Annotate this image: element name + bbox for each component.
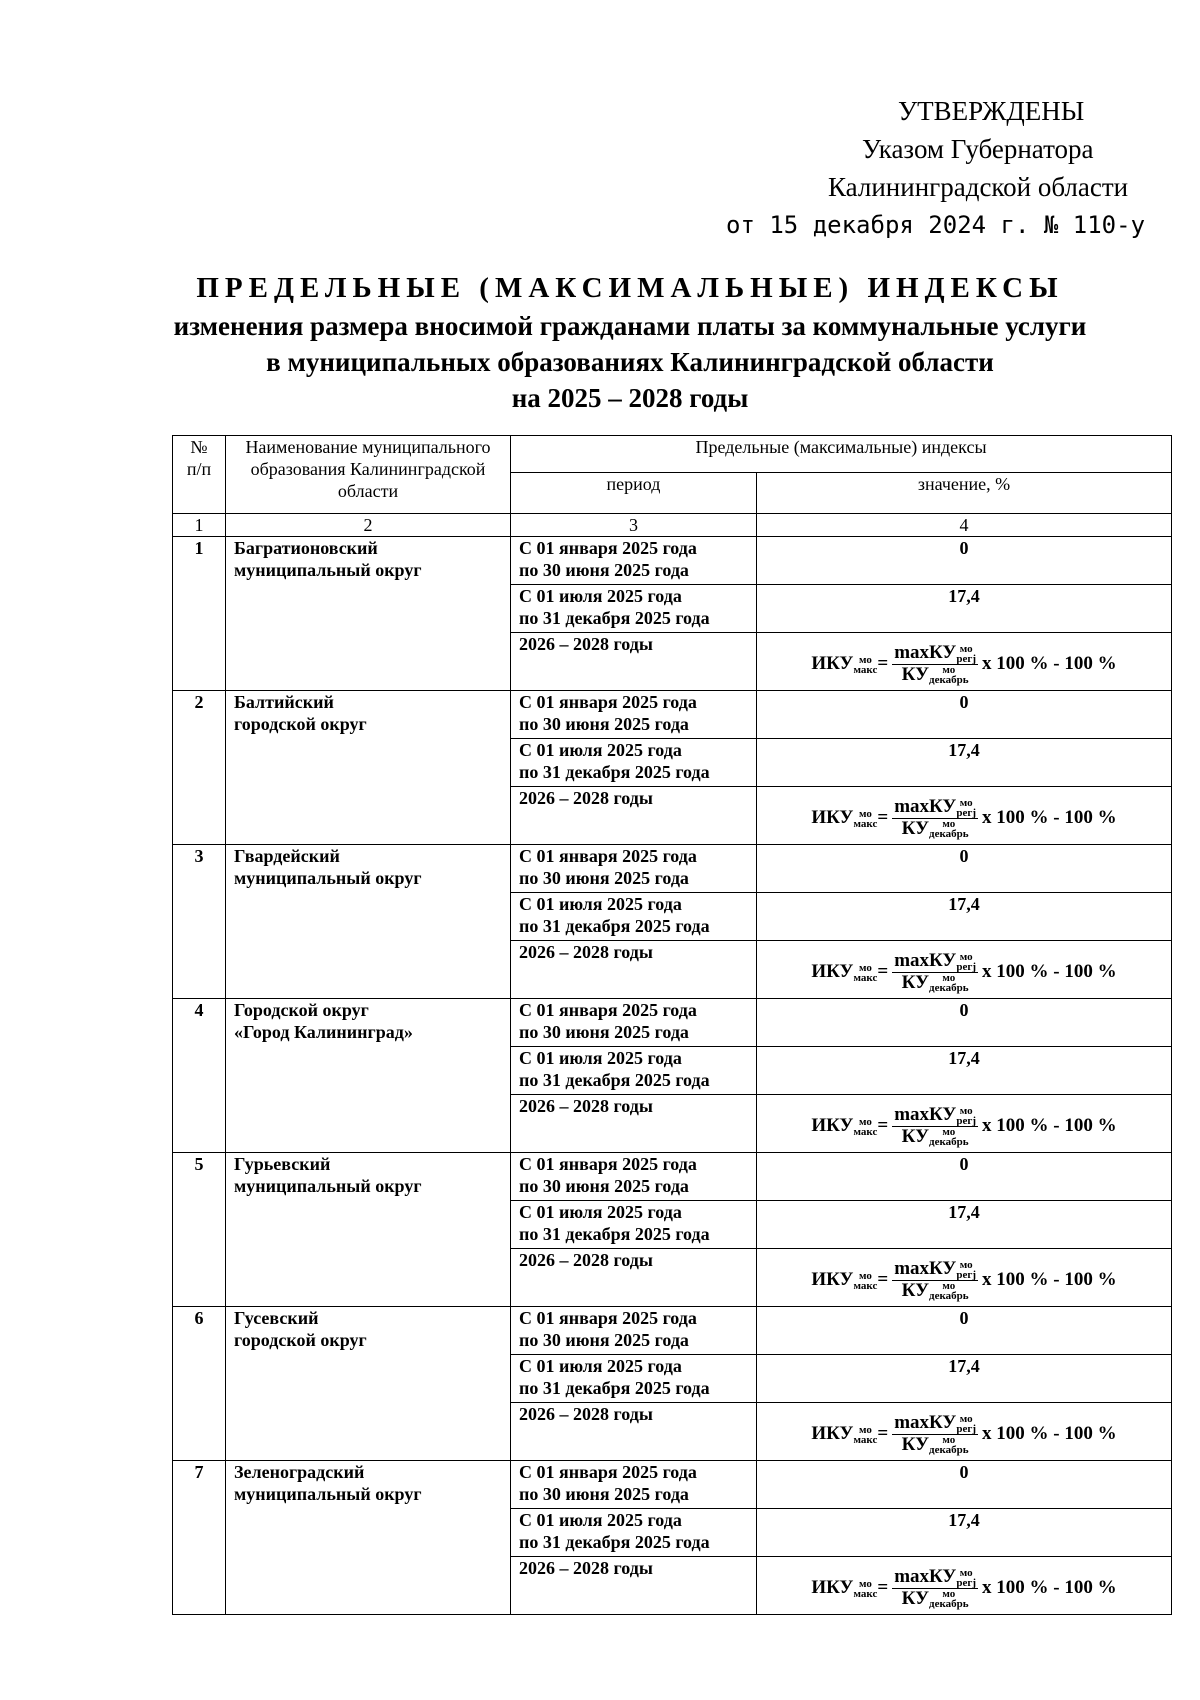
period-text: С 01 января 2025 года: [519, 1154, 697, 1174]
municipality-name-line-1: Гусевский: [234, 1308, 319, 1328]
row-number: 6: [173, 1307, 226, 1461]
table-row: [173, 1461, 1172, 1509]
period-2026-2028: 2026 – 2028 годы: [511, 1095, 757, 1153]
col-index-2: 2: [226, 514, 511, 537]
period-text: по 31 декабря 2025 года: [519, 1378, 710, 1398]
approval-block: [700, 92, 1150, 244]
formula-tail: x 100 % - 100 %: [982, 1577, 1117, 1599]
period-2026-2028: 2026 – 2028 годы: [511, 633, 757, 691]
table-row: [173, 691, 1172, 739]
period-2026-2028: 2026 – 2028 годы: [511, 1403, 757, 1461]
formula-lhs: ИКУ мо макс: [811, 653, 878, 676]
value-first-half-2025: 0: [757, 691, 1172, 739]
period-text: по 31 декабря 2025 года: [519, 1532, 710, 1552]
row-number: 3: [173, 845, 226, 999]
formula-lhs: ИКУ мо макс: [811, 1269, 878, 1292]
formula-tail: x 100 % - 100 %: [982, 1423, 1117, 1445]
row-number: 1: [173, 537, 226, 691]
formula-fraction: maxКУ мо pегj КУ мо декабрь: [894, 1258, 977, 1303]
index-formula: ИКУ мо макс = maxКУ мо pегj КУ мо декабрь x 100 % - 100 %: [811, 642, 1117, 687]
title-line-1: ПРЕДЕЛЬНЫЕ (МАКСИМАЛЬНЫЕ) ИНДЕКСЫ: [196, 272, 1064, 304]
value-first-half-2025: 0: [757, 999, 1172, 1047]
municipality-name-line-2: «Город Калининград»: [234, 1022, 413, 1042]
row-number: 5: [173, 1153, 226, 1307]
value-formula-cell: [757, 1403, 1172, 1461]
title-line-3: в муниципальных образованиях Калининградской области: [266, 347, 994, 377]
formula-fraction: maxКУ мо pегj КУ мо декабрь: [894, 1412, 977, 1457]
municipality-name: [226, 1153, 511, 1307]
value-first-half-2025: 0: [757, 845, 1172, 893]
header-indices: Предельные (максимальные) индексы: [511, 436, 1172, 473]
period-2026-2028: 2026 – 2028 годы: [511, 1557, 757, 1615]
municipality-name-line-1: Балтийский: [234, 692, 334, 712]
period-first-half-2025: [511, 1307, 757, 1355]
period-text: С 01 июля 2025 года: [519, 1356, 682, 1376]
period-text: С 01 января 2025 года: [519, 1462, 697, 1482]
period-text: по 31 декабря 2025 года: [519, 1070, 710, 1090]
period-text: С 01 января 2025 года: [519, 1000, 697, 1020]
formula-lhs: ИКУ мо макс: [811, 807, 878, 830]
value-formula-cell: [757, 633, 1172, 691]
period-first-half-2025: [511, 691, 757, 739]
municipality-name-line-1: Гвардейский: [234, 846, 340, 866]
period-second-half-2025: [511, 1201, 757, 1249]
title-line-4: на 2025 – 2028 годы: [511, 383, 749, 413]
period-2026-2028: 2026 – 2028 годы: [511, 941, 757, 999]
formula-fraction: maxКУ мо pегj КУ мо декабрь: [894, 642, 977, 687]
period-text: С 01 января 2025 года: [519, 538, 697, 558]
value-second-half-2025: 17,4: [757, 893, 1172, 941]
formula-lhs: ИКУ мо макс: [811, 1115, 878, 1138]
approval-line-3: Калининградской области: [828, 172, 1129, 202]
period-text: С 01 июля 2025 года: [519, 740, 682, 760]
municipality-name: [226, 1307, 511, 1461]
header-value: значение, %: [757, 473, 1172, 514]
period-text: С 01 июля 2025 года: [519, 894, 682, 914]
value-formula-cell: [757, 787, 1172, 845]
municipality-name-line-2: муниципальный округ: [234, 868, 422, 888]
col-index-4: 4: [757, 514, 1172, 537]
title-line-2: изменения размера вносимой гражданами платы за коммунальные услуги: [173, 311, 1087, 341]
table-row: [173, 1307, 1172, 1355]
formula-fraction: maxКУ мо pегj КУ мо декабрь: [894, 950, 977, 995]
period-second-half-2025: [511, 585, 757, 633]
period-text: С 01 июля 2025 года: [519, 1202, 682, 1222]
municipality-name: [226, 845, 511, 999]
period-text: по 31 декабря 2025 года: [519, 1224, 710, 1244]
municipality-name-line-1: Гурьевский: [234, 1154, 331, 1174]
value-formula-cell: [757, 1249, 1172, 1307]
index-formula: ИКУ мо макс = maxКУ мо pегj КУ мо декабрь x 100 % - 100 %: [811, 1412, 1117, 1457]
period-first-half-2025: [511, 537, 757, 585]
value-first-half-2025: 0: [757, 537, 1172, 585]
municipality-name: [226, 691, 511, 845]
period-first-half-2025: [511, 1153, 757, 1201]
period-second-half-2025: [511, 1509, 757, 1557]
table-row: [173, 845, 1172, 893]
row-number: 7: [173, 1461, 226, 1615]
header-name: Наименование муниципального образования Калининградской области: [226, 436, 511, 514]
period-text: С 01 июля 2025 года: [519, 1048, 682, 1068]
value-first-half-2025: 0: [757, 1461, 1172, 1509]
period-text: по 31 декабря 2025 года: [519, 916, 710, 936]
period-text: по 31 декабря 2025 года: [519, 608, 710, 628]
period-text: С 01 января 2025 года: [519, 692, 697, 712]
header-num: № п/п: [173, 436, 226, 514]
formula-tail: x 100 % - 100 %: [982, 961, 1117, 983]
formula-lhs: ИКУ мо макс: [811, 961, 878, 984]
table-row: [173, 1153, 1172, 1201]
period-text: по 30 июня 2025 года: [519, 1330, 689, 1350]
value-second-half-2025: 17,4: [757, 1201, 1172, 1249]
period-first-half-2025: [511, 845, 757, 893]
formula-lhs: ИКУ мо макс: [811, 1423, 878, 1446]
period-second-half-2025: [511, 893, 757, 941]
period-text: по 30 июня 2025 года: [519, 868, 689, 888]
municipality-name-line-2: муниципальный округ: [234, 1176, 422, 1196]
formula-tail: x 100 % - 100 %: [982, 1269, 1117, 1291]
row-number: 4: [173, 999, 226, 1153]
municipality-name: [226, 999, 511, 1153]
formula-tail: x 100 % - 100 %: [982, 653, 1117, 675]
period-2026-2028: 2026 – 2028 годы: [511, 787, 757, 845]
municipality-name-line-2: городской округ: [234, 714, 367, 734]
period-2026-2028: 2026 – 2028 годы: [511, 1249, 757, 1307]
document-title: [100, 268, 1160, 416]
period-text: С 01 января 2025 года: [519, 846, 697, 866]
period-text: С 01 января 2025 года: [519, 1308, 697, 1328]
formula-lhs: ИКУ мо макс: [811, 1577, 878, 1600]
value-formula-cell: [757, 1557, 1172, 1615]
table-row: [173, 537, 1172, 585]
header-period: период: [511, 473, 757, 514]
period-second-half-2025: [511, 1355, 757, 1403]
value-formula-cell: [757, 1095, 1172, 1153]
value-formula-cell: [757, 941, 1172, 999]
approval-line-2: Указом Губернатора: [862, 134, 1094, 164]
period-text: по 30 июня 2025 года: [519, 560, 689, 580]
index-formula: ИКУ мо макс = maxКУ мо pегj КУ мо декабрь x 100 % - 100 %: [811, 1104, 1117, 1149]
value-second-half-2025: 17,4: [757, 585, 1172, 633]
index-formula: ИКУ мо макс = maxКУ мо pегj КУ мо декабрь x 100 % - 100 %: [811, 950, 1117, 995]
value-first-half-2025: 0: [757, 1307, 1172, 1355]
index-formula: ИКУ мо макс = maxКУ мо pегj КУ мо декабрь x 100 % - 100 %: [811, 1566, 1117, 1611]
value-second-half-2025: 17,4: [757, 1355, 1172, 1403]
municipality-name-line-1: Багратионовский: [234, 538, 378, 558]
period-first-half-2025: [511, 1461, 757, 1509]
indices-table: [172, 435, 1172, 1615]
period-text: С 01 июля 2025 года: [519, 1510, 682, 1530]
formula-tail: x 100 % - 100 %: [982, 1115, 1117, 1137]
table-row: [173, 999, 1172, 1047]
period-second-half-2025: [511, 1047, 757, 1095]
index-formula: ИКУ мо макс = maxКУ мо pегj КУ мо декабрь x 100 % - 100 %: [811, 1258, 1117, 1303]
row-number: 2: [173, 691, 226, 845]
period-text: по 30 июня 2025 года: [519, 1176, 689, 1196]
municipality-name: [226, 537, 511, 691]
period-text: С 01 июля 2025 года: [519, 586, 682, 606]
index-formula: ИКУ мо макс = maxКУ мо pегj КУ мо декабрь x 100 % - 100 %: [811, 796, 1117, 841]
approval-line-4: от 15 декабря 2024 г. № 110-у: [726, 211, 1146, 239]
period-first-half-2025: [511, 999, 757, 1047]
value-second-half-2025: 17,4: [757, 739, 1172, 787]
municipality-name-line-2: муниципальный округ: [234, 560, 422, 580]
municipality-name-line-1: Городской округ: [234, 1000, 369, 1020]
formula-tail: x 100 % - 100 %: [982, 807, 1117, 829]
value-second-half-2025: 17,4: [757, 1509, 1172, 1557]
approval-line-1: УТВЕРЖДЕНЫ: [898, 96, 1085, 126]
col-index-1: 1: [173, 514, 226, 537]
formula-fraction: maxКУ мо pегj КУ мо декабрь: [894, 1104, 977, 1149]
value-second-half-2025: 17,4: [757, 1047, 1172, 1095]
period-text: по 30 июня 2025 года: [519, 714, 689, 734]
municipality-name-line-1: Зеленоградский: [234, 1462, 365, 1482]
formula-fraction: maxКУ мо pегj КУ мо декабрь: [894, 796, 977, 841]
col-index-3: 3: [511, 514, 757, 537]
period-text: по 31 декабря 2025 года: [519, 762, 710, 782]
period-text: по 30 июня 2025 года: [519, 1484, 689, 1504]
period-second-half-2025: [511, 739, 757, 787]
municipality-name: [226, 1461, 511, 1615]
formula-fraction: maxКУ мо pегj КУ мо декабрь: [894, 1566, 977, 1611]
period-text: по 30 июня 2025 года: [519, 1022, 689, 1042]
municipality-name-line-2: муниципальный округ: [234, 1484, 422, 1504]
value-first-half-2025: 0: [757, 1153, 1172, 1201]
municipality-name-line-2: городской округ: [234, 1330, 367, 1350]
